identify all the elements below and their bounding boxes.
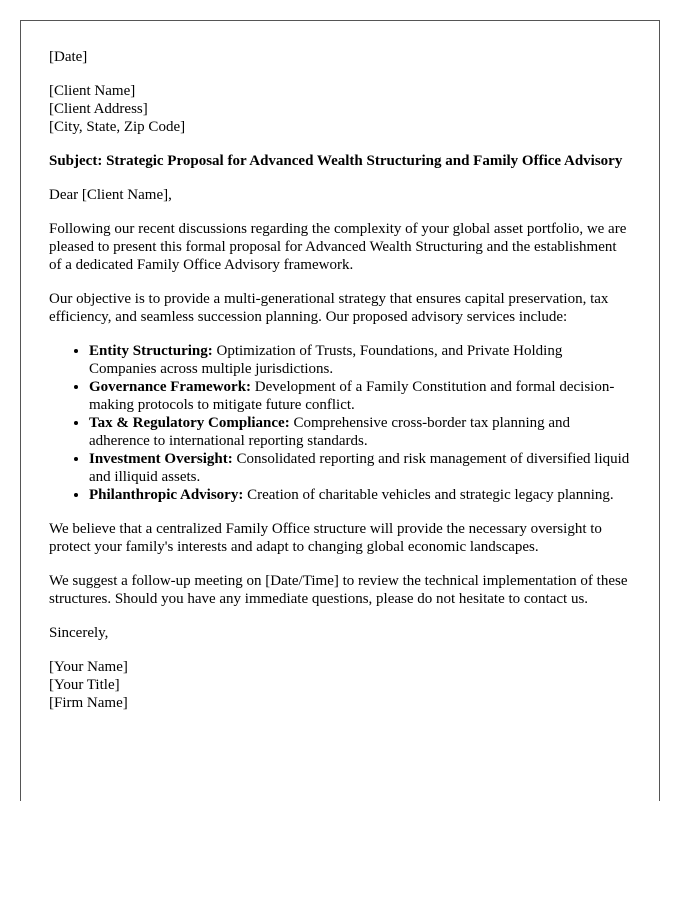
- service-title: Philanthropic Advisory:: [89, 487, 244, 503]
- recipient-address-block: [49, 82, 631, 136]
- service-description: Consolidated reporting and risk management of diversified liquid and illiquid assets.: [89, 451, 630, 485]
- list-item: [89, 486, 631, 504]
- service-title: Tax & Regulatory Compliance:: [89, 415, 290, 431]
- list-item: [89, 450, 631, 486]
- signature-title: [Your Title]: [49, 677, 120, 693]
- signature-name: [Your Name]: [49, 659, 128, 675]
- service-title: Investment Oversight:: [89, 451, 233, 467]
- letter-closing: Sincerely,: [49, 625, 109, 641]
- list-item: [89, 342, 631, 378]
- list-item: [89, 414, 631, 450]
- intro-paragraph: Following our recent discussions regarding the complexity of your global asset portfolio, we are pleased to present this formal proposal for Advanced Wealth Structuring and the establishment of a dedicated Family Office Advisory framework.: [49, 221, 627, 273]
- service-description: Creation of charitable vehicles and strategic legacy planning.: [243, 487, 614, 503]
- recipient-name: [Client Name]: [49, 83, 136, 99]
- service-description: Development of a Family Constitution and formal decision-making protocols to mitigate future conflict.: [89, 379, 615, 413]
- belief-paragraph: We believe that a centralized Family Office structure will provide the necessary oversight to protect your family's interests and adapt to changing global economic landscapes.: [49, 521, 602, 555]
- letter-subject: Subject: Strategic Proposal for Advanced Wealth Structuring and Family Office Advisory: [49, 153, 623, 169]
- services-list: [49, 342, 631, 504]
- recipient-address: [Client Address]: [49, 101, 148, 117]
- list-item: [89, 378, 631, 414]
- letter-salutation: Dear [Client Name],: [49, 187, 172, 203]
- signature-firm: [Firm Name]: [49, 695, 128, 711]
- service-title: Entity Structuring:: [89, 343, 213, 359]
- letter-page: [20, 20, 660, 801]
- recipient-city-state-zip: [City, State, Zip Code]: [49, 119, 186, 135]
- service-title: Governance Framework:: [89, 379, 252, 395]
- service-description: Optimization of Trusts, Foundations, and Private Holding Companies across multiple jurisdictions.: [89, 343, 563, 377]
- objective-paragraph: Our objective is to provide a multi-generational strategy that ensures capital preservation, tax efficiency, and seamless succession planning. Our proposed advisory services include:: [49, 291, 609, 325]
- letter-date: [Date]: [49, 49, 88, 65]
- service-description: Comprehensive cross-border tax planning and adherence to international reporting standards.: [89, 415, 571, 449]
- signature-block: [49, 658, 631, 712]
- followup-paragraph: We suggest a follow-up meeting on [Date/Time] to review the technical implementation of these structures. Should you have any immediate questions, please do not hesitate to contact us.: [49, 573, 628, 607]
